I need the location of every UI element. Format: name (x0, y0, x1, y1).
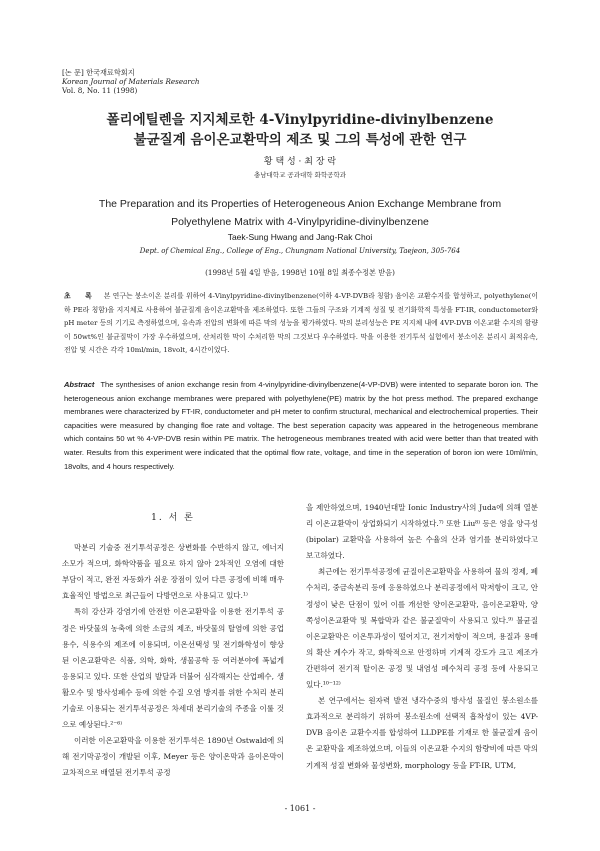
page-number: - 1061 - (284, 804, 316, 813)
title-english-line2: Polyethylene Matrix with 4-Vinylpyridine-divinylbenzene (171, 216, 429, 228)
paragraph: 을 제안하였으며, 1940년대말 Ionic Industry사의 Juda에 의해 열분리 이온교환막이 상업화되기 시작하였다.⁷⁾ 또한 Liu⁸⁾ 등은 영을 양극성(bipolar) 교환막을 사용하여 높은 수율의 산과 염기를 분리하였다고 보고하였다. (306, 503, 538, 561)
right-column (306, 500, 538, 774)
journal-name-en: Korean Journal of Materials Research (62, 77, 200, 86)
left-column (62, 506, 284, 782)
journal-name-ko: [논 문] 한국재료학회지 (62, 68, 135, 77)
authors-korean: 황 택 성 · 최 장 락 (263, 157, 337, 167)
paragraph: 막분리 기술중 전기투석공정은 상변화를 수반하지 않고, 에너지 소모가 적으며, 화학약품을 필요로 하지 않아 2차적인 오염에 대한 부담이 적고, 완전 자동화가 쉬운 장점이 있어 다른 공정에 비해 매우 효율적인 방법으로 최근들어 다방면으로 사용되고 있다.¹⁾ (62, 543, 284, 601)
title-korean-line2: 불균질계 음이온교환막의 제조 및 그의 특성에 관한 연구 (133, 132, 467, 148)
paragraph: 최근에는 전기투석공정에 균질이온교환막을 사용하여 물의 정제, 폐수처리, 중금속분리 등에 응용하였으나 분리공정에서 막저항이 크고, 안정성이 낮은 단점이 있어 이를 개선한 양이온교환막, 음이온교환막, 양쪽성이온교환막 및 복합막과 같은 불균질막이 사용되고 있다.⁹⁾ 불균질이온교환막은 이온투과성이 떨어지고, 전기저항이 적으며, 용질과 용매의 확산 계수가 작고, 화학적으로 안정하며 기계적 강도가 크고 제조가 간편하여 전기적 탈이온 공정 및 내염성 폐수처리 공정 등에 사용되고 있다.¹⁰⁻¹²⁾ (306, 567, 538, 690)
title-english (40, 195, 560, 231)
paragraph: 특히 강산과 강염기에 안전한 이온교환막을 이용한 전기투석 공정은 바닷물의 농축에 의한 소금의 제조, 바닷물의 탈염에 의한 공업용수, 식용수의 제조에 이용되며, 이온선택성 및 전기화학성이 향상된 이온교환막은 식품, 의학, 화학, 생물공학 등 여러분야에 폭넓게 응용되고 있다. 또한 산업의 발달과 더불어 심각해지는 산업폐수, 생활오수 및 방사성폐수 등에 의한 수질 오염 방지를 위한 수처리 분리기술로 이용되는 전기투석공정은 차세대 분리기술의 주종을 이룰 것으로 예상된다.²⁻⁶⁾ (62, 607, 284, 730)
journal-volume: Vol. 8, No. 11 (1998) (62, 86, 138, 95)
received-dates: (1998년 5월 4일 받음, 1998년 10월 8일 최종수정본 받음) (205, 268, 395, 277)
abstract-korean (64, 290, 538, 358)
paragraph: 이러한 이온교환막을 이용한 전기투석은 1890년 Ostwald에 의해 전기막공정이 개발된 이후, Meyer 등은 양이온막과 음이온막이 교차적으로 배열된 전기투석 공정 (62, 736, 284, 778)
journal-citation (62, 68, 200, 95)
title-korean (40, 110, 560, 150)
title-korean-line1: 폴리에틸렌을 지지체로한 4-Vinylpyridine-divinylbenzene (106, 112, 494, 128)
section-heading-introduction: 1. 서 론 (151, 513, 195, 523)
authors-english: Taek-Sung Hwang and Jang-Rak Choi (227, 232, 373, 242)
title-english-line1: The Preparation and its Properties of Heterogeneous Anion Exchange Membrane from (98, 198, 502, 210)
abstract-english-label: Abstract (64, 380, 95, 389)
abstract-korean-label: 초 록 (64, 292, 98, 300)
abstract-korean-text: 본 연구는 붕소이온 분리를 위하여 4-Vinylpyridine-divinylbenzene(이하 4-VP-DVB라 칭함) 음이온 교환수지를 합성하고, polyethylene(이하 PE라 칭함)을 지지체로 사용하여 불균질계 음이온교환막을 제조하였다. 또한 그들의 구조와 기계적 성질 및 전기화학적 특성을 FT-IR, conductometer와 pH meter 등의 기기로 측정하였으며, 유속과 전압의 변화에 따른 막의 성능을 평가하였다. 막의 분리성능은 PE 지지체 내에 4VP-DVB 이온교환 수지의 함량이 50wt%인 불균질막이 가장 우수하였으며, 산처리한 막이 수처리한 막의 그것보다 우수하였다. 막을 이용한 전기투석 실험에서 붕소이온 분리시 최적유속, 전압 및 시간은 각각 10ml/min, 18volt, 4시간이었다. (64, 292, 538, 355)
abstract-english (64, 378, 538, 473)
affiliation-english: Dept. of Chemical Eng., College of Eng., Chungnam National University, Taejeon, 305-764 (139, 247, 461, 255)
paragraph: 본 연구에서는 원자력 발전 냉각수중의 방사성 물질인 붕소원소를 효과적으로 분리하기 위하여 붕소원소에 선택적 흡착성이 있는 4VP-DVB 음이온 교환수지를 합성하여 LLDPE를 기재로 한 불균질계 음이온 교환막을 제조하였으며, 이들의 이온교환 수지의 함량비에 따른 막의 기계적 성질 변화와 물성변화, morphology 등을 FT-IR, UTM, (306, 696, 538, 770)
affiliation-korean: 충남대학교 공과대학 화학공학과 (253, 171, 347, 179)
abstract-english-text: The synthesises of anion exchange resin from 4-vinylpyridine-divinylbenzene(4-VP-DVB) were intented to separate boron ion. The heterogeneous anion exchange membranes were prepared with polyethylene(PE) matrix by the hot press method. The prepared exchange membranes were characterized by FT-IR, conductometer and pH meter to confirm structural, mechanical and electrochemical properties. Their capacities were measured by changing floe rate and voltage. The best seperation capacity was appeared in the hetrogeneous membrane which contains 50 wt % 4-VP-DVB resin within PE matrix. The hetrogeneous membranes treated with acid were better than that treated with water. Results from this experiment were indicated that the optimal flow rate, voltage, and time in the seperation of boron ion were 10ml/min, 18volts, and 4 hours respectively. (64, 380, 538, 471)
